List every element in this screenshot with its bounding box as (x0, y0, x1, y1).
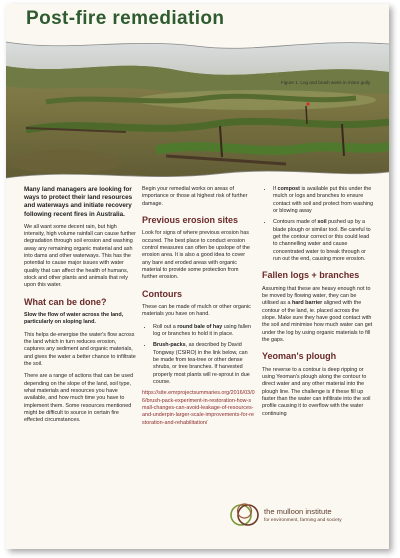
text: is available put this under the mulch or logs and branches to ensure contact with soil and protect from washing or blowing away (273, 186, 374, 215)
paragraph: This helps de-energise the water's flow across the land which in turn reduces erosion, captures any sediment and organic materials, and gives the water a better chance to infiltrate the soil. (24, 331, 136, 368)
article-body (6, 186, 389, 461)
paragraph: We all want some decent rain, but high intensity, high volume rainfall can cause further degradation through soil erosion and washing away any remaining organic material and ash into dams and other waterways. This has the potential to cause major issues with water quality that can affect the health of humans, stock and other plants and animals that rely upon this water. (24, 223, 136, 289)
bold-text: hard barrier (291, 300, 323, 307)
heading-previous-erosion-sites: Previous erosion sites (142, 215, 239, 226)
column-1 (24, 186, 136, 430)
bold-text: compost (277, 186, 300, 192)
lead-paragraph: Many land managers are looking for ways to protect their land resources and waterways and initiate recovery following recent fires in Australia. (24, 186, 133, 218)
column-3 (262, 186, 374, 423)
bold-text: Brush-packs (153, 342, 186, 349)
text: pushed up by a blade plough or similar tool. Be careful to get the contour correct or this could lead to channelling water and cause concentrated water to break through or run out the end, causing more erosion. (273, 219, 371, 263)
mulloon-logo-icon (228, 498, 262, 532)
bold-text: round bale of hay (177, 323, 223, 330)
list-item (273, 219, 374, 263)
header-photo (6, 32, 389, 184)
document-page (6, 4, 389, 549)
contour-list-continued (262, 186, 374, 263)
list-item (273, 186, 374, 215)
heading-what-can-be-done: What can be done? (24, 296, 107, 307)
heading-fallen-logs: Fallen logs + branches (262, 270, 360, 281)
org-tagline: for environment, farming and society (264, 518, 342, 523)
photo-caption: Figure 1. Log and brush weirs in minor gully. (280, 80, 371, 85)
list-item (153, 324, 255, 339)
text: using fallen log or branches to hold it in place. (153, 323, 251, 337)
text: Contours made of (273, 219, 318, 226)
paragraph (262, 286, 374, 345)
text: , as described by David Tongway (CSIRO) in the link below, can be made from tea-tree or other dense shrubs, or tree branches. If harvested properly most plants will re-sprout in due course. (153, 342, 250, 385)
paragraph: There are a range of actions that can be used depending on the slope of the land, soil type, what materials and resources you have available, and how much time you have to implement them. Some resources mentioned might be difficult to source in certain fire effected circumstances. (24, 373, 134, 424)
paragraph: Look for signs of where previous erosion has occured. The best place to conduct erosion control measures can often be upslope of the erosion area. It is also a good idea to cover any bare and eroded areas with organic material to provide some protection from further erosion. (142, 230, 250, 281)
heading-yeomans-plough: Yeoman's plough (262, 351, 337, 362)
heading-contours: Contours (142, 288, 182, 299)
bold-text: soil (317, 219, 327, 226)
paragraph: The reverse to a contour is deep ripping or using Yeoman's plough along the contour to direct water and any other material into the plough line. The challenge is if these fill up faster than the water can infiltrate into the soil profile causing it to overflow with the water continuing (262, 366, 371, 417)
page-title: Post-fire remediation (26, 8, 225, 29)
brush-pack-link[interactable]: https://site.emrprojectsummaries.org/2016/03/06/brush-pack-experiment-in-restoration-how-small-changes-can-avoid-leakage-of-resources-and-underpin-larger-scale-improvements-for-restoration-and-rehabilitation/ (142, 390, 255, 426)
paragraph: These can be made of mulch or other organic materials you have on hand. (142, 303, 251, 318)
subhead-paragraph: Slow the flow of water across the land, particularly on sloping land. (24, 312, 124, 326)
list-item (153, 342, 255, 386)
column-2 (142, 186, 255, 432)
footer-branding (228, 498, 388, 532)
text: aligned with the contour of the land, ie. placed across the slope. Make sure they have good contact with the soil and minimise how much water can get under the log by using organic materials to fill the gaps. (262, 300, 373, 344)
text: If (273, 186, 278, 192)
paragraph: Begin your remedial works on areas of importance or those at highest risk of further damage. (142, 186, 248, 207)
contour-list (142, 324, 255, 387)
text: Assuming that these are heavy enough not to be moved by flowing water, they can be utilised as a (262, 285, 371, 307)
text: Roll out a (153, 323, 178, 330)
org-name: the mulloon institute (264, 507, 332, 516)
